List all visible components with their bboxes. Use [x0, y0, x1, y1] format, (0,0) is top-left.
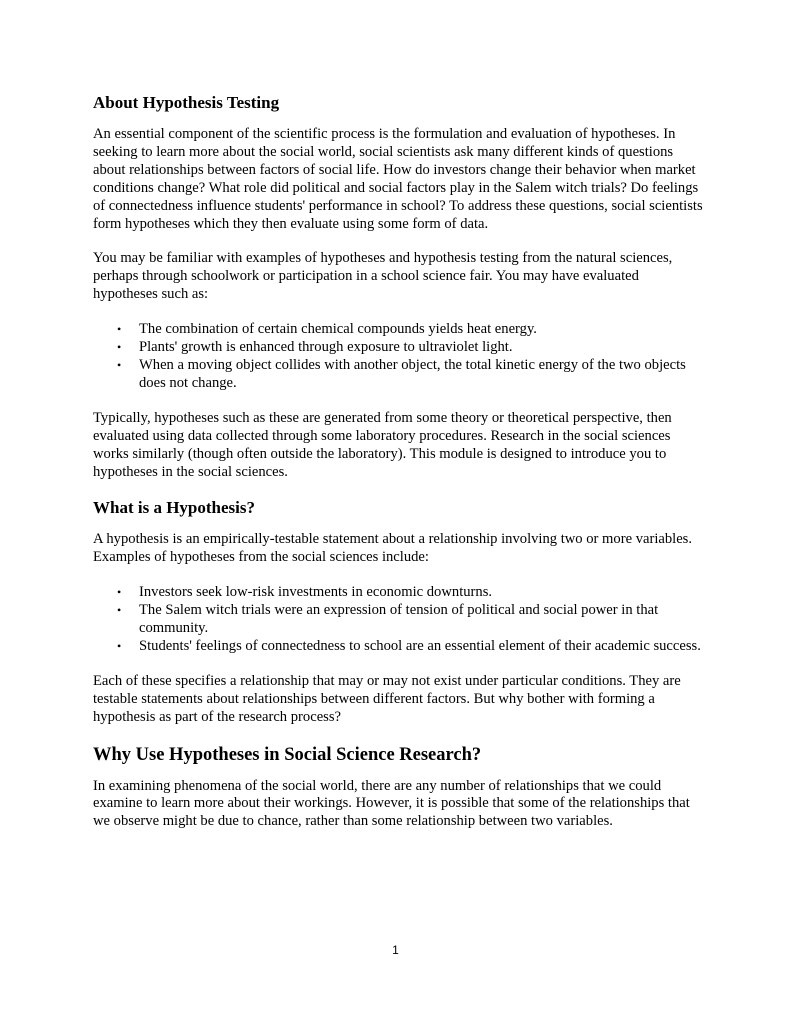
document-page	[93, 93, 703, 848]
heading-what-is-a-hypothesis: What is a Hypothesis?	[93, 498, 255, 518]
natural-science-examples-list	[93, 321, 703, 393]
bullet-icon: •	[117, 322, 122, 337]
list-item: • When a moving object collides with another object, the total kinetic energy of the two objects does not change.	[117, 356, 686, 391]
list-item: • Students' feelings of connectedness to school are an essential element of their academic success.	[117, 637, 701, 654]
what-paragraph-2: Each of these specifies a relationship that may or may not exist under particular conditions. They are testable statements about relationships between different factors. But why bother with forming a hypothesis as part of the research process?	[93, 672, 681, 725]
why-paragraph-1: In examining phenomena of the social world, there are any number of relationships that we could examine to learn more about their workings. However, it is possible that some of the relationships that we observe might be due to chance, rather than some relationship between two variables.	[93, 777, 690, 830]
list-item: • The combination of certain chemical compounds yields heat energy.	[117, 321, 537, 338]
list-item: • Investors seek low-risk investments in economic downturns.	[117, 584, 493, 601]
list-item: • Plants' growth is enhanced through exposure to ultraviolet light.	[117, 339, 513, 356]
list-item: • The Salem witch trials were an expression of tension of political and social power in that community.	[117, 602, 659, 637]
bullet-icon: •	[117, 585, 122, 600]
page-number: 1	[392, 943, 399, 957]
heading-about-hypothesis-testing: About Hypothesis Testing	[93, 93, 280, 112]
about-paragraph-2: You may be familiar with examples of hypotheses and hypothesis testing from the natural sciences, perhaps through schoolwork or participation in a school science fair. You may have evaluated hypotheses such as:	[93, 250, 673, 303]
bullet-icon: •	[117, 603, 122, 618]
social-science-examples-list	[93, 584, 703, 656]
bullet-icon: •	[117, 638, 122, 653]
what-paragraph-1: A hypothesis is an empirically-testable statement about a relationship involving two or more variables. Examples of hypotheses from the social sciences include:	[93, 531, 693, 566]
bullet-icon: •	[117, 340, 122, 355]
about-paragraph-3: Typically, hypotheses such as these are generated from some theory or theoretical perspective, then evaluated using data collected through some laboratory procedures. Research in the social sciences works similarly (though often outside the laboratory). This module is designed to introduce you to hypotheses in the social sciences.	[93, 409, 672, 480]
about-paragraph-1: An essential component of the scientific process is the formulation and evaluation of hypotheses. In seeking to learn more about the social world, social scientists ask many different kinds of questions about relationships between factors of social life. How do investors change their behavior when market conditions change? What role did political and social factors play in the Salem witch trials? Do feelings of connectedness influence students' performance in school? To address these questions, social scientists form hypotheses which they then evaluate using some form of data.	[93, 126, 703, 232]
bullet-icon: •	[117, 357, 122, 372]
heading-why-use-hypotheses: Why Use Hypotheses in Social Science Research?	[93, 744, 482, 765]
